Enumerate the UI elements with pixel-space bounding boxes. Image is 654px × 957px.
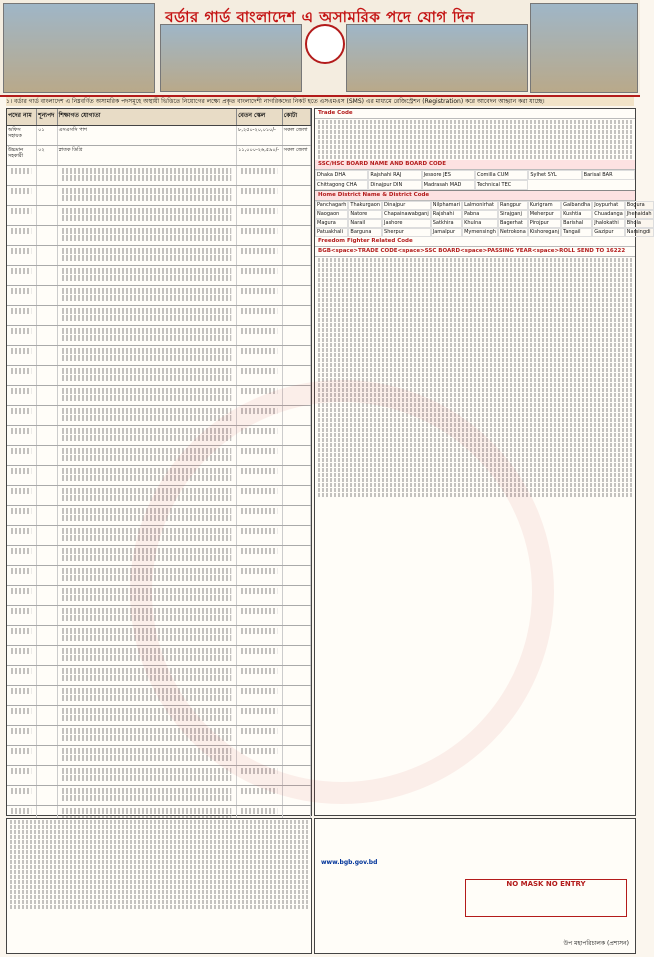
table-row (7, 246, 311, 266)
table-row (7, 666, 311, 686)
district-cell: Panchagarh (317, 202, 347, 208)
table-row (7, 266, 311, 286)
district-cell: Sirajganj (498, 210, 528, 219)
board-code-cell: Barisal BAR (582, 170, 635, 180)
posts-table (6, 108, 312, 816)
board-code-cell: Chittagong CHA (315, 180, 368, 190)
banner-photo-right (346, 24, 528, 92)
district-cell: Dinajpur (382, 201, 431, 210)
board-code-cell: Dinajpur DIN (368, 180, 421, 190)
cell-quota: সকল জেলা (283, 126, 311, 145)
cell-count: ০২ (37, 146, 57, 165)
cell-qual: স্নাতক ডিগ্রি (58, 146, 238, 165)
district-cell: Barguna (348, 228, 382, 237)
sms-example: BGB<space>TRADE CODE<space>SSC BOARD<space>PASSING YEAR<space>ROLL SEND TO 16222 (315, 247, 635, 257)
table-row (7, 766, 311, 786)
district-cell: Gazipur (592, 228, 625, 237)
district-cell: Gaibandha (563, 202, 591, 208)
district-cell: Jamalpur (431, 228, 462, 237)
cell-scale: ৮,২৫০-২০,০১০/- (237, 126, 283, 145)
district-cell: Netrokona (499, 229, 526, 235)
cell-count: ০১ (37, 126, 57, 145)
table-row (7, 206, 311, 226)
table-row (7, 466, 311, 486)
table-row (7, 406, 311, 426)
district-cell: Chuadanga (594, 211, 623, 217)
board-code-cell: Comilla CUM (475, 170, 528, 180)
trade-code-title: Trade Code (318, 110, 353, 116)
trade-code-heading (315, 109, 635, 119)
table-row (7, 706, 311, 726)
signoff: উপ মহাপরিচালক (প্রশাসন) (563, 940, 629, 947)
page-title: বর্ডার গার্ড বাংলাদেশ এ অসামরিক পদে যোগ দিন (165, 8, 475, 26)
district-cell: Pirojpur (528, 219, 561, 228)
district-cell: Pabna (462, 210, 498, 219)
cell-quota: সকল জেলা (283, 146, 311, 165)
table-row (7, 786, 311, 806)
header-banner (0, 0, 640, 97)
table-row (7, 166, 311, 186)
table-row (7, 346, 311, 366)
district-cell: Lalmonirhat (462, 201, 498, 210)
district-title: Home District Name & District Code (318, 192, 430, 198)
district-cell: Chapainawabganj (384, 211, 429, 217)
no-mask-notice: NO MASK NO ENTRY (465, 879, 627, 917)
district-cell: Kurigram (528, 201, 561, 210)
table-row (7, 146, 311, 166)
district-cell: Tangail (561, 228, 592, 237)
ff-heading (315, 237, 635, 247)
table-row (7, 506, 311, 526)
district-cell: Bagerhat (498, 219, 528, 228)
table-row (7, 726, 311, 746)
board-code-grid (315, 170, 635, 191)
table-row (7, 326, 311, 346)
district-cell: Rangpur (498, 201, 528, 210)
table-row (7, 606, 311, 626)
district-heading (315, 191, 635, 201)
district-cell: Satkhira (431, 219, 462, 228)
instructions-text (315, 258, 635, 497)
district-cell: Joypurhat (592, 201, 625, 210)
board-code-cell: Rajshahi RAJ (368, 170, 421, 180)
district-cell: Magura (315, 219, 348, 228)
district-cell: Bogura (625, 201, 654, 210)
district-cell: Barishal (561, 219, 592, 228)
col-scale: বেতন স্কেল (237, 109, 283, 125)
table-row (7, 426, 311, 446)
bottom-right-notes (314, 818, 636, 954)
table-row (7, 586, 311, 606)
district-cell: Thakurgaon (350, 202, 381, 208)
board-code-cell: Dhaka DHA (315, 170, 368, 180)
table-row (7, 646, 311, 666)
table-row (7, 386, 311, 406)
board-code-cell: Jessore JES (422, 170, 475, 180)
cell-scale: ১১,০০০-২৬,৫৯০/- (237, 146, 283, 165)
col-count: শূন্যপদ (37, 109, 57, 125)
table-rows-filler (7, 166, 311, 846)
district-cell: Jhenaidah (626, 211, 652, 217)
cell-post: উচ্চমান সহকারী (7, 146, 37, 165)
table-row (7, 486, 311, 506)
col-qual: শিক্ষাগত যোগ্যতা (58, 109, 238, 125)
board-code-cell: Sylhet SYL (528, 170, 581, 180)
district-cell: Jashore (382, 219, 431, 228)
district-cell: Natore (348, 210, 382, 219)
district-code-grid (315, 201, 652, 237)
table-row (7, 446, 311, 466)
board-code-cell: Madrasah MAD (422, 180, 475, 190)
table-row (7, 226, 311, 246)
website-link[interactable]: www.bgb.gov.bd (321, 859, 378, 866)
district-cell: Kushtia (561, 210, 592, 219)
instructions-panel (314, 108, 652, 816)
ff-title: Freedom Fighter Related Code (318, 238, 413, 244)
board-code-title: SSC/HSC BOARD NAME AND BOARD CODE (318, 161, 446, 167)
district-cell: Khulna (462, 219, 498, 228)
notice-line: ১। বর্ডার গার্ড বাংলাদেশ এ নিম্নবর্ণিত অসামরিক পদসমূহে অস্থায়ী ভিত্তিতে নিয়োগের লক্ষ্যে প্রকৃত বাংলাদেশী নাগরিকদের নিকট হতে এসএমএস (SMS) এর মাধ্যমে রেজিস্ট্রেশন (Registration) করে আবেদন আহ্বান করা যাচ্ছে। (6, 97, 634, 106)
district-cell: Naogaon (315, 210, 348, 219)
col-post: পদের নাম (7, 109, 37, 125)
district-cell: Sherpur (382, 228, 431, 237)
table-row (7, 686, 311, 706)
col-quota: কোটা (283, 109, 311, 125)
bottom-left-notes (6, 818, 312, 954)
district-cell: Patuakhali (315, 228, 348, 237)
board-code-cell: Technical TEC (475, 180, 528, 190)
board-code-heading (315, 160, 635, 170)
table-row (7, 286, 311, 306)
table-row (7, 306, 311, 326)
table-row (7, 746, 311, 766)
table-row (7, 566, 311, 586)
banner-photo-center (160, 24, 302, 92)
district-cell: Meherpur (528, 210, 561, 219)
district-cell: Bhola (625, 219, 654, 228)
district-cell: Kishoreganj (529, 229, 560, 235)
table-row (7, 526, 311, 546)
district-cell: Narail (348, 219, 382, 228)
district-cell: Mymensingh (464, 229, 496, 235)
cell-qual: এসএসসি পাশ (58, 126, 238, 145)
district-cell: Rajshahi (431, 210, 462, 219)
bottom-section (6, 818, 634, 952)
district-cell: Narsingdi (625, 228, 654, 237)
district-cell: Nilphamari (432, 202, 461, 208)
table-row (7, 126, 311, 146)
cell-post: অফিস সহায়ক (7, 126, 37, 145)
posts-table-header (7, 109, 311, 126)
table-row (7, 546, 311, 566)
table-row (7, 186, 311, 206)
table-row (7, 366, 311, 386)
table-row (7, 626, 311, 646)
district-cell: Jhalokathi (592, 219, 625, 228)
